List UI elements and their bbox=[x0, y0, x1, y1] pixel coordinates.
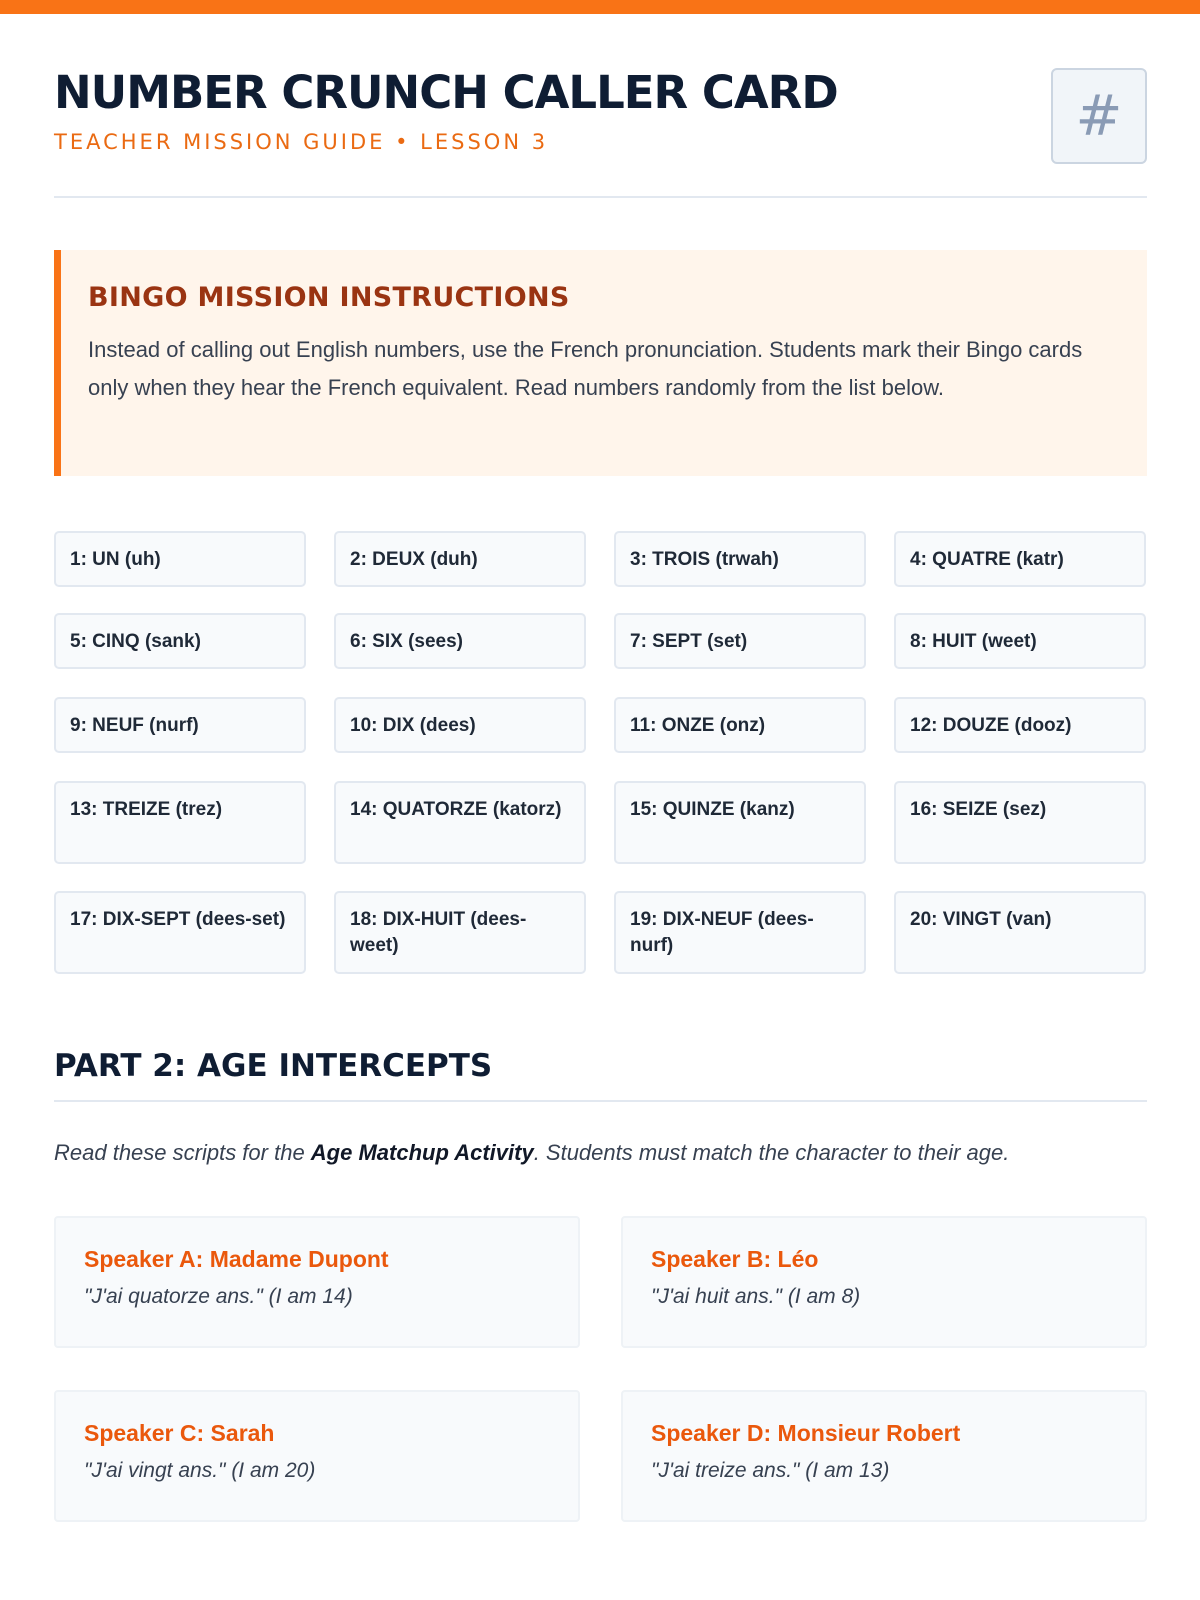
number-cell-15: 15: QUINZE (kanz) bbox=[614, 781, 866, 864]
instructions-title: BINGO MISSION INSTRUCTIONS bbox=[88, 282, 570, 313]
number-cell-10: 10: DIX (dees) bbox=[334, 697, 586, 753]
top-accent-bar bbox=[0, 0, 1200, 14]
intro-after: . Students must match the character to their age. bbox=[533, 1140, 1010, 1165]
speaker-card-d bbox=[621, 1390, 1147, 1522]
part2-title: PART 2: AGE INTERCEPTS bbox=[54, 1048, 493, 1084]
speaker-quote: "J'ai quatorze ans." (I am 14) bbox=[84, 1285, 353, 1308]
number-grid-row-4 bbox=[54, 781, 1147, 864]
speaker-quote: "J'ai vingt ans." (I am 20) bbox=[84, 1459, 316, 1482]
number-cell-9: 9: NEUF (nurf) bbox=[54, 697, 306, 753]
number-cell-7: 7: SEPT (set) bbox=[614, 613, 866, 669]
number-cell-8: 8: HUIT (weet) bbox=[894, 613, 1146, 669]
number-cell-13: 13: TREIZE (trez) bbox=[54, 781, 306, 864]
number-cell-5: 5: CINQ (sank) bbox=[54, 613, 306, 669]
number-cell-19: 19: DIX-NEUF (dees-nurf) bbox=[614, 891, 866, 974]
speaker-card-c bbox=[54, 1390, 580, 1522]
part2-intro bbox=[54, 1140, 1147, 1166]
number-grid-row-3 bbox=[54, 697, 1147, 753]
speaker-name: Speaker C: Sarah bbox=[84, 1420, 275, 1446]
speaker-cards bbox=[54, 1216, 1147, 1522]
number-cell-6: 6: SIX (sees) bbox=[334, 613, 586, 669]
number-grid-row-2 bbox=[54, 613, 1147, 669]
hash-icon: # bbox=[1051, 68, 1147, 164]
speaker-card-b bbox=[621, 1216, 1147, 1348]
speaker-name: Speaker B: Léo bbox=[651, 1246, 819, 1272]
number-grid bbox=[54, 531, 1147, 587]
number-grid-row-5 bbox=[54, 891, 1147, 974]
bingo-instructions-panel bbox=[54, 250, 1147, 476]
speaker-name: Speaker A: Madame Dupont bbox=[84, 1246, 389, 1272]
number-cell-1: 1: UN (uh) bbox=[54, 531, 306, 587]
number-cell-3: 3: TROIS (trwah) bbox=[614, 531, 866, 587]
number-cell-18: 18: DIX-HUIT (dees-weet) bbox=[334, 891, 586, 974]
page-subtitle: TEACHER MISSION GUIDE • LESSON 3 bbox=[54, 130, 549, 154]
intro-activity-name: Age Matchup Activity bbox=[310, 1140, 534, 1165]
header bbox=[54, 60, 1147, 198]
number-cell-11: 11: ONZE (onz) bbox=[614, 697, 866, 753]
speaker-quote: "J'ai huit ans." (I am 8) bbox=[651, 1285, 861, 1308]
number-cell-4: 4: QUATRE (katr) bbox=[894, 531, 1146, 587]
page-title: NUMBER CRUNCH CALLER CARD bbox=[54, 66, 838, 119]
number-cell-12: 12: DOUZE (dooz) bbox=[894, 697, 1146, 753]
speaker-quote: "J'ai treize ans." (I am 13) bbox=[651, 1459, 890, 1482]
number-cell-14: 14: QUATORZE (katorz) bbox=[334, 781, 586, 864]
intro-before: Read these scripts for the bbox=[54, 1140, 311, 1165]
speaker-name: Speaker D: Monsieur Robert bbox=[651, 1420, 961, 1446]
number-cell-2: 2: DEUX (duh) bbox=[334, 531, 586, 587]
instructions-text: Instead of calling out English numbers, use the French pronunciation. Students mark their Bingo cards only when they hear the French equivalent. Read numbers randomly from the list below. bbox=[88, 337, 1083, 400]
number-cell-17: 17: DIX-SEPT (dees-set) bbox=[54, 891, 306, 974]
part2-header bbox=[54, 1040, 1147, 1102]
number-cell-20: 20: VINGT (van) bbox=[894, 891, 1146, 974]
speaker-card-a bbox=[54, 1216, 580, 1348]
number-cell-16: 16: SEIZE (sez) bbox=[894, 781, 1146, 864]
